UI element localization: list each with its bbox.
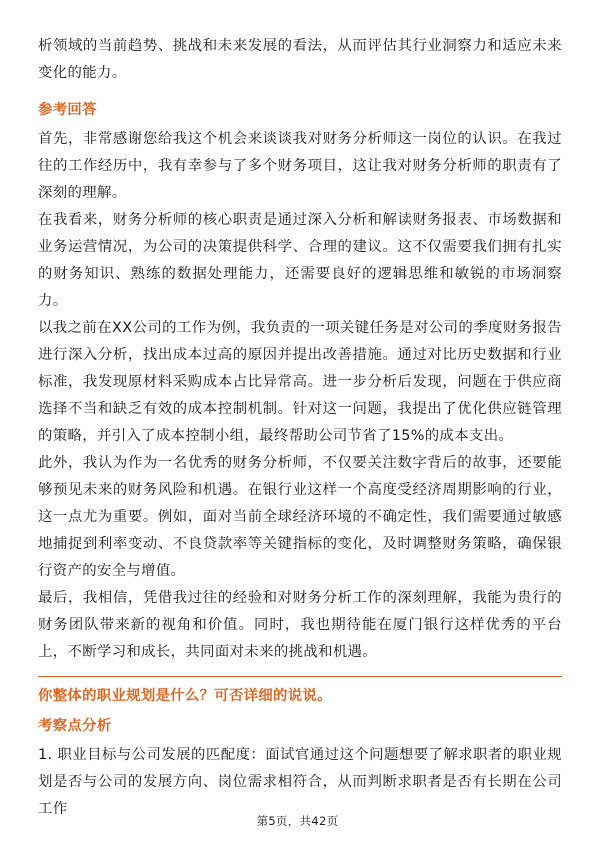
page-content [38, 33, 562, 823]
reference-answer-heading: 参考回答 [38, 102, 97, 118]
answer-paragraph: 最后，我相信，凭借我过往的经验和对财务分析工作的深刻理解，我能为贵行的财务团队带来新的视角和价值。同时，我也期待能在厦门银行这样优秀的平台上，不断学习和成长，共同面对未来的挑战和机遇。 [38, 590, 562, 660]
page-number-footer: 第5页，共42页 [256, 814, 339, 828]
answer-paragraph: 以我之前在XX公司的工作为例，我负责的一项关键任务是对公司的季度财务报告进行深入分析，找出成本过高的原因并提出改善措施。通过对比历史数据和行业标准，我发现原材料采购成本占比异常高。进一步分析后发现，问题在于供应商选择不当和缺乏有效的成本控制机制。针对这一问题，我提出了优化供应链管理的策略，并引入了成本控制小组，最终帮助公司节省了15%的成本支出。 [38, 320, 562, 444]
interview-question: 你整体的职业规划是什么？可否详细的说说。 [38, 688, 332, 704]
intro-tail-paragraph: 析领域的当前趋势、挑战和未来发展的看法，从而评估其行业洞察力和适应未来变化的能力。 [38, 38, 562, 81]
analysis-paragraph: 1. 职业目标与公司发展的匹配度：面试官通过这个问题想要了解求职者的职业规划是否与公司的发展方向、岗位需求相符合，从而判断求职者是否有长期在公司工作 [38, 747, 562, 817]
answer-paragraph: 首先，非常感谢您给我这个机会来谈谈我对财务分析师这一岗位的认识。在我过往的工作经历中，我有幸参与了多个财务项目，这让我对财务分析师的职责有了深刻的理解。 [38, 131, 562, 201]
answer-paragraph: 在我看来，财务分析师的核心职责是通过深入分析和解读财务报表、市场数据和业务运营情况，为公司的决策提供科学、合理的建议。这不仅需要我们拥有扎实的财务知识、熟练的数据处理能力，还需要良好的逻辑思维和敏锐的市场洞察力。 [38, 212, 562, 309]
analysis-heading: 考察点分析 [38, 718, 112, 734]
answer-paragraph: 此外，我认为作为一名优秀的财务分析师，不仅要关注数字背后的故事，还要能够预见未来的财务风险和机遇。在银行业这样一个高度受经济周期影响的行业，这一点尤为重要。例如，面对当前全球经济环境的不确定性，我们需要通过敏感地捕捉到利率变动、不良贷款率等关键指标的变化，及时调整财务策略，确保银行资产的安全与增值。 [38, 455, 562, 579]
